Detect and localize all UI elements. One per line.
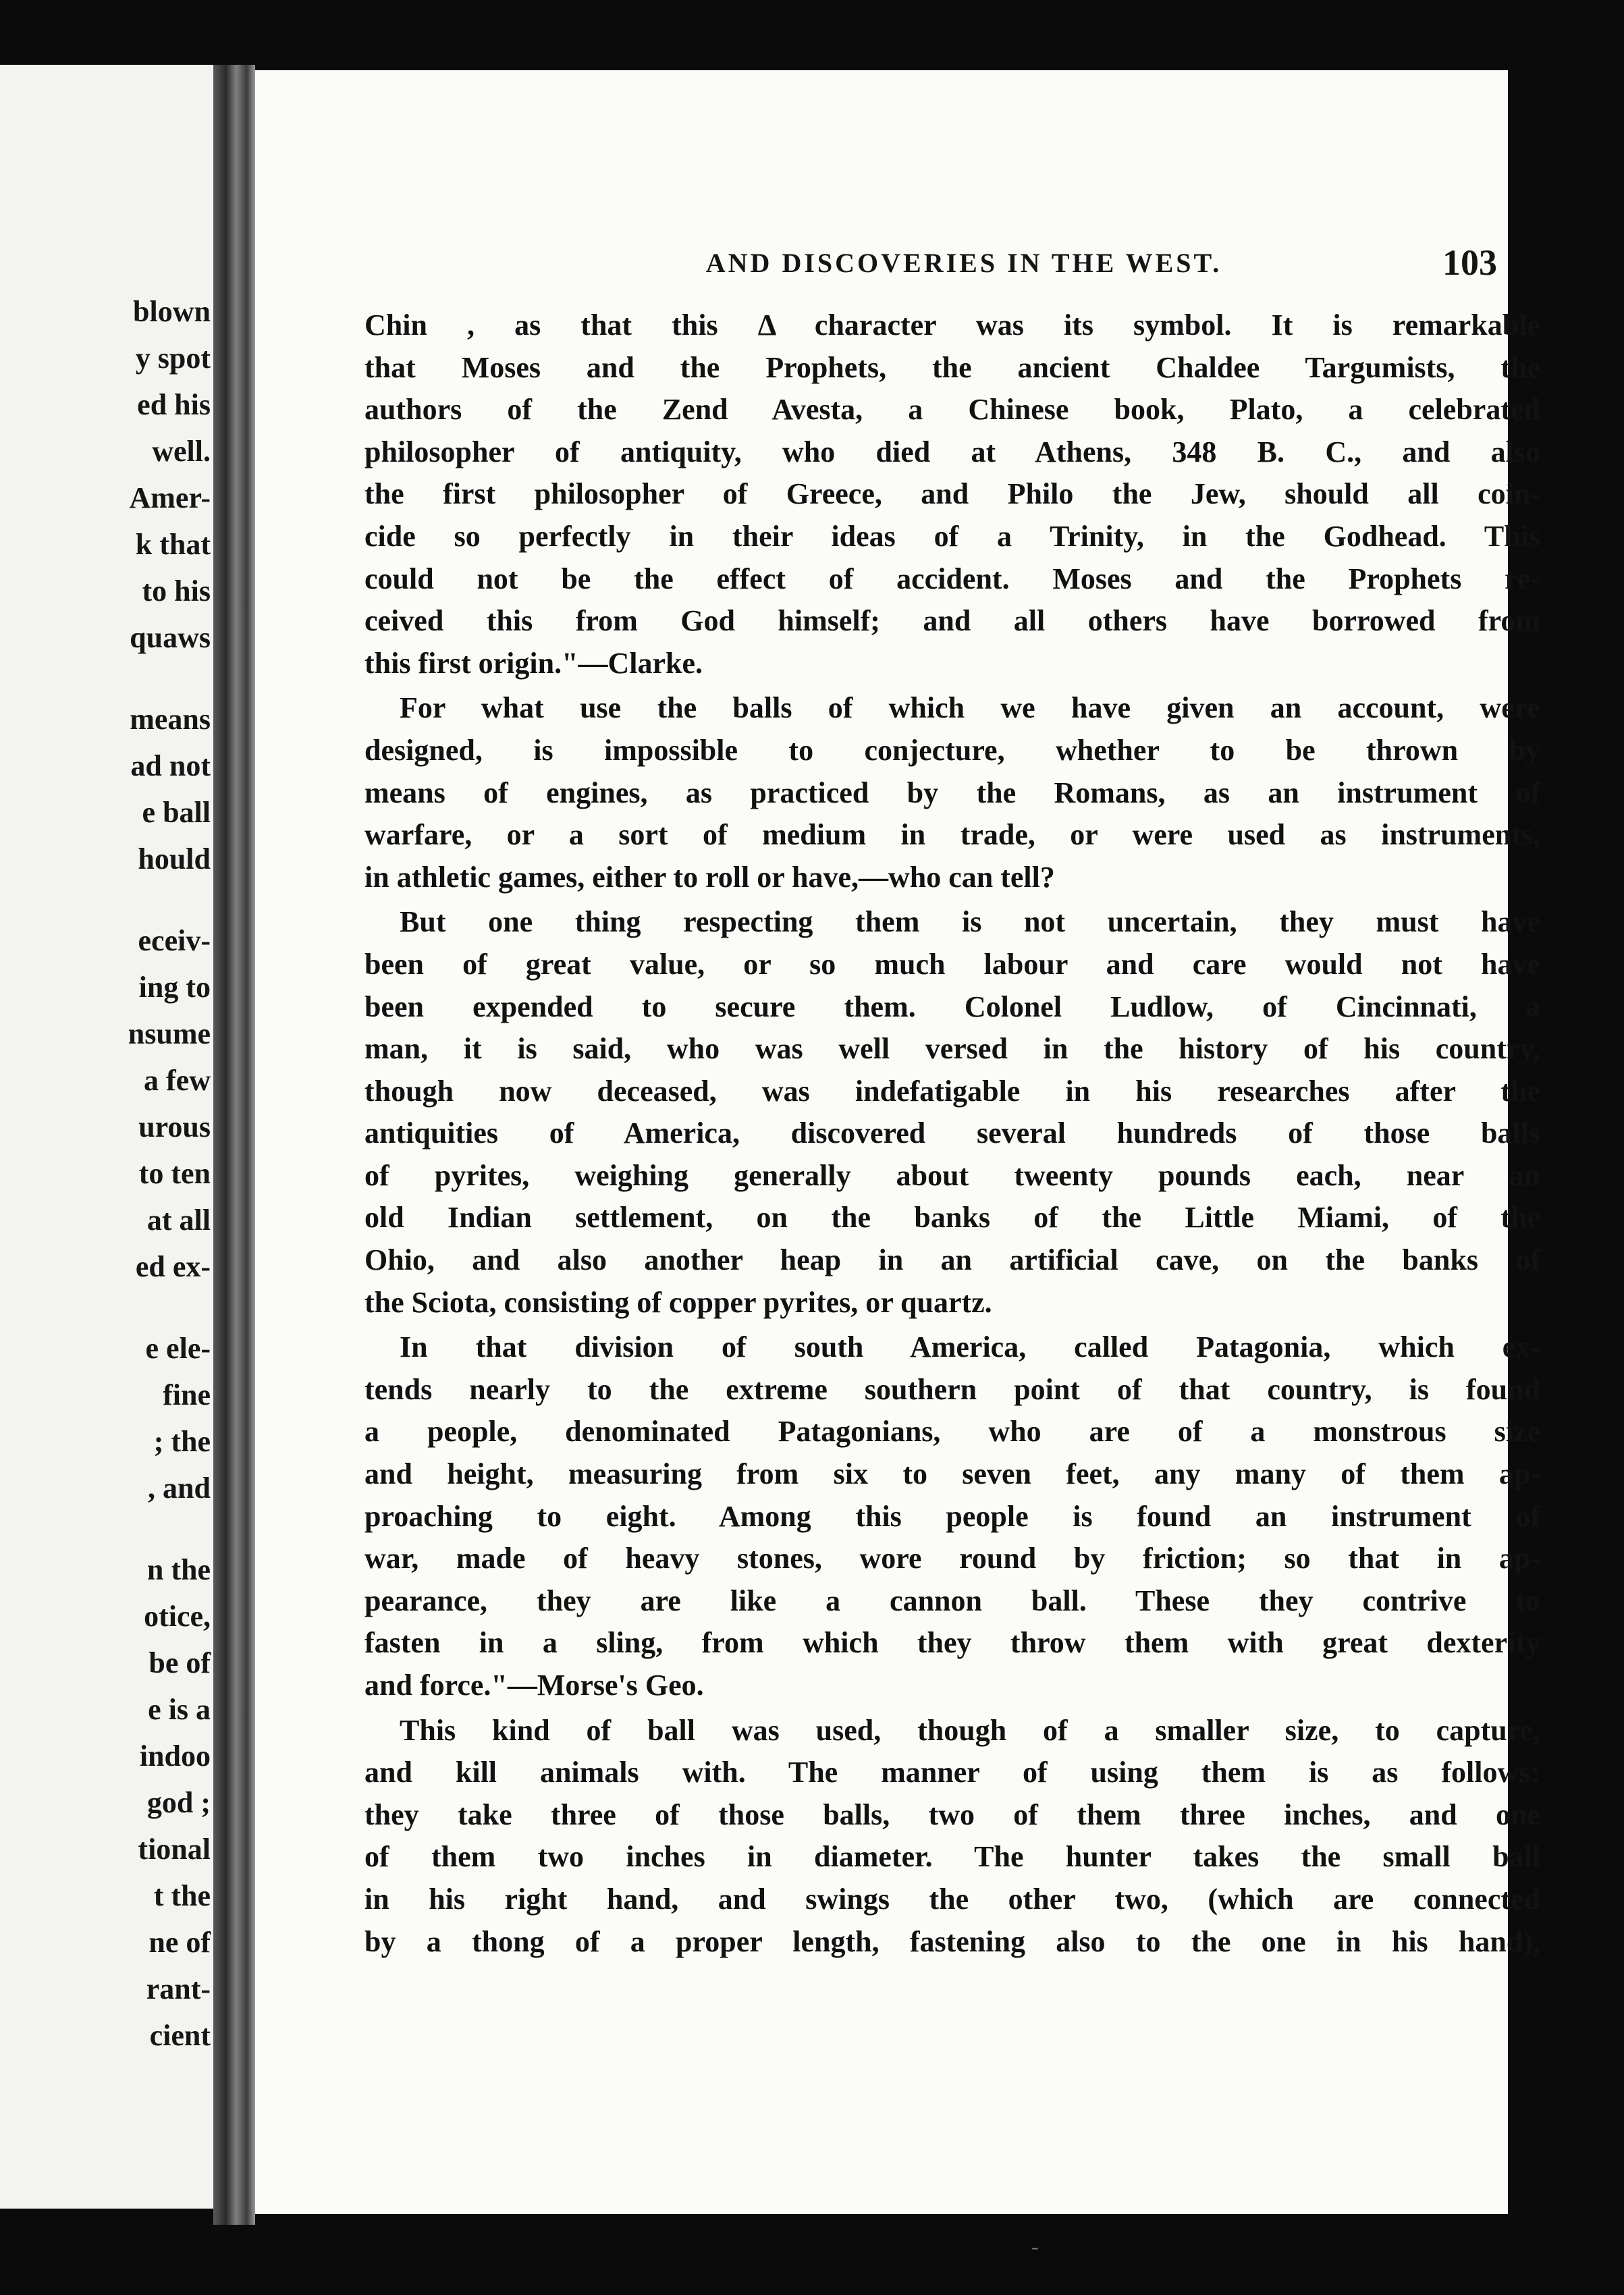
left-fragment: k that	[135, 528, 211, 561]
left-fragment: urous	[138, 1110, 211, 1143]
text-line: proaching to eight. Among this people is found an instrument of	[364, 1499, 1540, 1533]
footer-mark: -	[1031, 2234, 1039, 2259]
left-fragment: otice,	[144, 1600, 211, 1633]
left-fragment: a few	[144, 1064, 211, 1097]
text-line: man, it is said, who was well versed in the history of his country,	[364, 1032, 1540, 1066]
text-line: In that division of south America, called Patagonia, which ex-	[400, 1330, 1540, 1364]
left-fragment: to ten	[138, 1157, 211, 1190]
text-line: though now deceased, was indefatigable in his researches after the	[364, 1074, 1540, 1108]
left-fragment: god ;	[146, 1786, 211, 1819]
text-line: the Sciota, consisting of copper pyrites, or quartz.	[364, 1285, 992, 1319]
text-line: they take three of those balls, two of them three inches, and one	[364, 1798, 1540, 1831]
left-fragment: quaws	[130, 621, 211, 654]
left-fragment: indoo	[139, 1739, 211, 1773]
left-fragment: well.	[152, 435, 211, 468]
text-line: old Indian settlement, on the banks of the Little Miami, of the	[364, 1201, 1540, 1235]
book-binding-gutter	[213, 65, 255, 2225]
facing-left-page	[0, 65, 213, 2209]
text-line: could not be the effect of accident. Moses and the Prophets re-	[364, 562, 1540, 595]
text-line: cide so perfectly in their ideas of a Trinity, in the Godhead. This	[364, 519, 1540, 553]
left-fragment: y spot	[135, 342, 211, 375]
running-head: AND DISCOVERIES IN THE WEST.	[705, 248, 1222, 278]
right-page	[255, 70, 1540, 2259]
left-fragment: blown	[133, 295, 211, 328]
left-fragment: cient	[149, 2019, 211, 2052]
left-fragment: e ball	[142, 796, 211, 829]
text-line: of them two inches in diameter. The hunter takes the small ball	[364, 1840, 1540, 1874]
left-fragment: ing to	[138, 971, 211, 1004]
text-line: a people, denominated Patagonians, who are of a monstrous size	[364, 1415, 1540, 1449]
text-line: Chin , as that this Δ character was its symbol. It is remarkable	[364, 308, 1540, 342]
text-line: But one thing respecting them is not uncertain, they must have	[400, 905, 1540, 939]
left-fragment: fine	[163, 1378, 211, 1411]
left-fragment: ; the	[153, 1425, 211, 1458]
left-fragment: t the	[153, 1879, 211, 1912]
left-fragment: e ele-	[145, 1332, 211, 1365]
text-line: in his right hand, and swings the other two, (which are connected	[364, 1882, 1540, 1916]
text-line: tends nearly to the extreme southern point of that country, is found	[364, 1372, 1540, 1406]
text-line: the first philosopher of Greece, and Philo the Jew, should all coin-	[364, 477, 1540, 511]
text-line: warfare, or a sort of medium in trade, or were used as instruments,	[364, 818, 1540, 852]
text-line: philosopher of antiquity, who died at Athens, 348 B. C., and also	[364, 435, 1540, 468]
text-line: Ohio, and also another heap in an artificial cave, on the banks of	[364, 1243, 1540, 1277]
left-fragment: nsume	[128, 1017, 211, 1050]
left-page-text-fragments	[72, 294, 213, 2053]
left-fragment: e is a	[148, 1693, 211, 1726]
page-number: 103	[1442, 242, 1497, 283]
text-line: and height, measuring from six to seven feet, any many of them ap-	[364, 1457, 1540, 1491]
left-fragment: be of	[148, 1646, 211, 1679]
left-fragment: means	[130, 703, 211, 736]
text-line: For what use the balls of which we have given an account, were	[400, 691, 1540, 725]
text-line: designed, is impossible to conjecture, whether to be thrown by	[364, 733, 1540, 767]
left-fragment: , and	[148, 1472, 211, 1505]
text-line: means of engines, as practiced by the Romans, as an instrument of	[364, 776, 1540, 809]
text-line: and force."—Morse's Geo.	[364, 1669, 704, 1702]
text-line: been of great value, or so much labour and care would not have	[364, 947, 1540, 981]
text-line: been expended to secure them. Colonel Ludlow, of Cincinnati, a	[364, 990, 1540, 1023]
left-fragment: n the	[146, 1553, 211, 1586]
text-line: of pyrites, weighing generally about tweenty pounds each, near an	[364, 1158, 1540, 1192]
text-line: authors of the Zend Avesta, a Chinese book, Plato, a celebrated	[364, 393, 1540, 427]
left-fragment: ne of	[148, 1926, 211, 1959]
left-fragment: Amer-	[129, 481, 211, 514]
left-fragment: rant-	[146, 1972, 211, 2005]
text-line: pearance, they are like a cannon ball. These they contrive to	[364, 1584, 1540, 1617]
left-fragment: at all	[146, 1204, 211, 1237]
text-line: in athletic games, either to roll or have,—who can tell?	[364, 860, 1055, 894]
left-fragment: ad not	[130, 749, 211, 782]
left-fragment: eceiv-	[138, 924, 211, 957]
text-line: ceived this from God himself; and all others have borrowed from	[364, 604, 1540, 638]
text-line: by a thong of a proper length, fastening also to the one in his hand),	[364, 1924, 1540, 1958]
text-line: fasten in a sling, from which they throw them with great dexterity	[364, 1626, 1540, 1660]
text-line: that Moses and the Prophets, the ancient Chaldee Targumists, the	[364, 350, 1540, 384]
text-line: this first origin."—Clarke.	[364, 646, 703, 680]
body-text	[364, 304, 1540, 1963]
left-fragment: ed his	[137, 388, 211, 421]
left-fragment: tional	[138, 1833, 211, 1866]
text-line: and kill animals with. The manner of using them is as follows:	[364, 1756, 1540, 1789]
left-fragment: hould	[138, 842, 211, 875]
text-line: antiquities of America, discovered several hundreds of those balls	[364, 1116, 1540, 1150]
text-line: war, made of heavy stones, wore round by friction; so that in ap-	[364, 1542, 1540, 1575]
left-fragment: ed ex-	[135, 1250, 211, 1283]
text-line: This kind of ball was used, though of a smaller size, to capture,	[400, 1713, 1540, 1747]
left-fragment: to his	[142, 574, 211, 608]
page-header	[566, 242, 1497, 301]
